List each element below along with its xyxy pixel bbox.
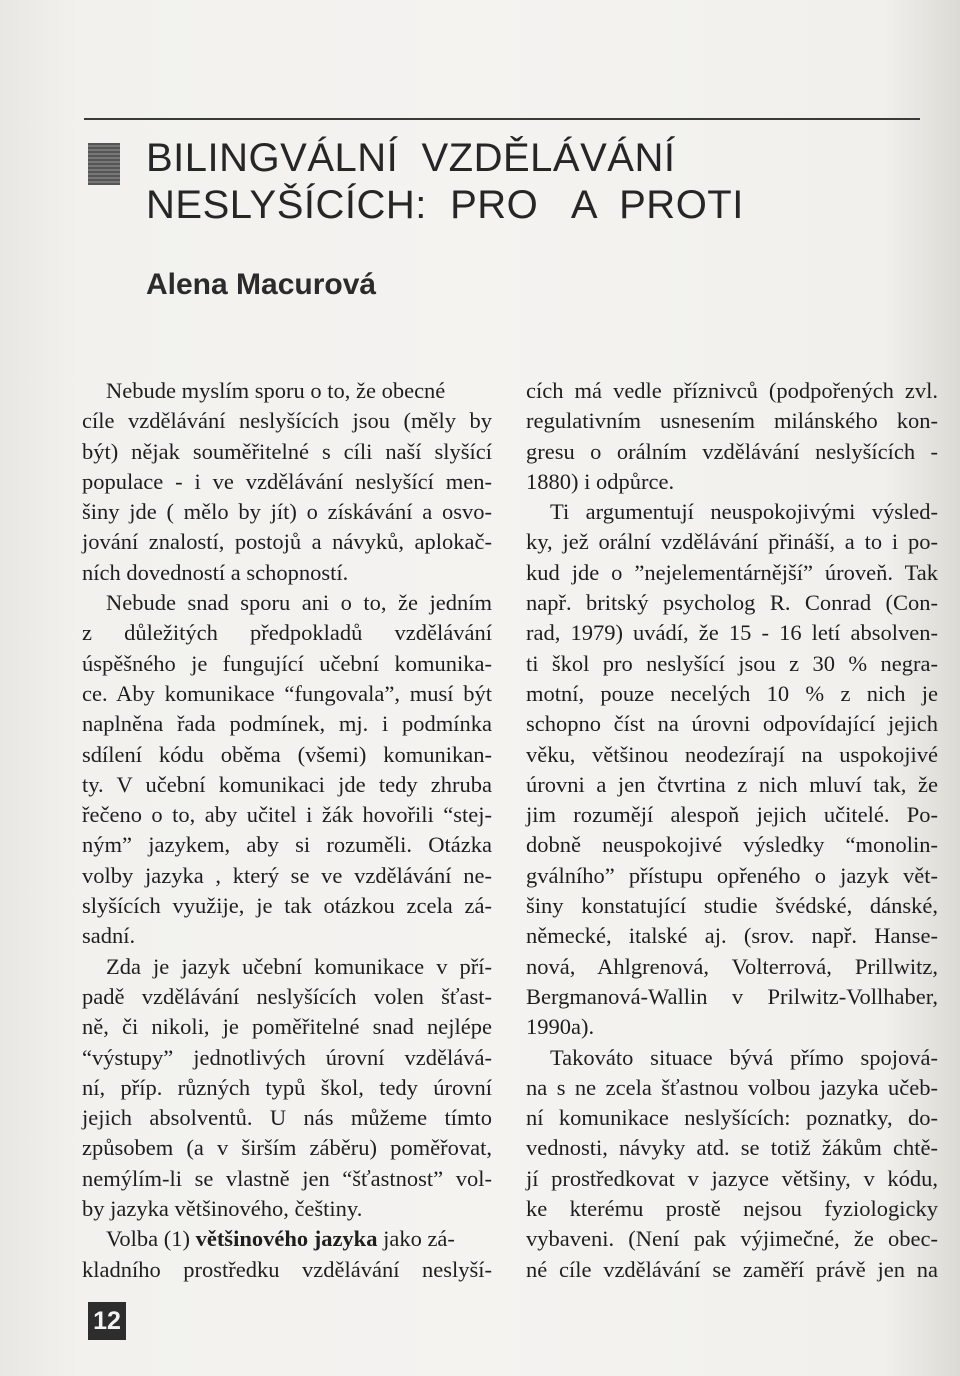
article-title [146,135,744,229]
text-line: jování znalostí, postojů a návyků, aplokač- [82,529,492,555]
title-line: BILINGVÁLNÍ VZDĚLÁVÁNÍ [146,136,676,180]
text-line: věku, většinou neodezírají na uspokojivé [526,741,938,767]
text-line: ce. Aby komunikace “fungovala”, musí být [82,680,492,706]
text-line: být) nějak souměřitelné s cíli naší slyšící [82,438,492,464]
text-line: Nebude myslím sporu o to, že obecné [106,378,446,403]
text-line: regulativním usnesením milánského kon- [526,408,938,434]
text-line: ke kterému prostě nejsou fyziologicky [526,1196,938,1222]
author-name: Alena Macurová [146,268,377,301]
text-line: 1990a). [526,1014,595,1040]
text-line: jim rozumějí alespoň jejich učitelé. Po- [526,802,938,828]
text-line: ních dovedností a schopností. [82,559,349,585]
text-line: slyšících využije, je tak otázkou zcela zá- [82,893,492,919]
text-line: vybaveni. (Není pak výjimečné, že obec- [526,1226,938,1252]
text-line: Bergmanová-Wallin v Prilwitz-Vollhaber, [526,983,938,1009]
text-line: úrovni a jen čtvrtina z nich mluví tak, že [526,771,938,797]
text-line: Takováto situace bývá přímo spojová- [550,1044,938,1070]
text-line: kladního prostředku vzdělávání neslyší- [82,1256,492,1282]
text-line-mixed [82,1224,492,1254]
text-line: volby jazyka , který se ve vzdělávání ne- [82,862,492,888]
text-line: schopno číst na úrovni odpovídající jejich [526,711,938,737]
text-line: jí prostředkovat v jazyce většiny, v kódu, [526,1165,938,1191]
text-line: šiny konstatující studie švédské, dánské, [526,893,938,919]
text-line: cíle vzdělávání neslyšících jsou (měly by [82,408,492,434]
text-line: by jazyka většinového, češtiny. [82,1196,363,1222]
text-line: na s ne zcela šťastnou volbou jazyka učeb- [526,1074,938,1100]
text-line: Ti argumentují neuspokojivými výsled- [550,499,938,525]
text-run: Volba (1) [106,1226,196,1252]
text-line: né cíle vzdělávání se zaměří právě jen na [526,1256,938,1282]
section-marker [88,143,120,185]
text-line: způsobem (a v širším záběru) poměřovat, [82,1135,492,1161]
left-column [82,376,492,1285]
text-line: sdílení kódu oběma (všemi) komunikan- [82,741,492,767]
text-line: ným” jazykem, aby si rozuměli. Otázka [82,832,492,858]
text-line: dobně neuspokojivé výsledky “monolin- [526,832,938,858]
text-line: nová, Ahlgrenová, Volterrová, Prillwitz, [526,953,938,979]
text-line: motní, pouze necelých 10 % z nich je [526,680,938,706]
bold-phrase: většinového jazyka [195,1226,378,1252]
text-line: “výstupy” jednotlivých úrovní vzdělává- [82,1044,492,1070]
text-line: řečeno o to, aby učitel i žák hovořili “stej- [82,802,492,828]
text-line: ně, či nikoli, je poměřitelné snad nejlépe [82,1014,492,1040]
text-line: nemýlím-li se vlastně jen “šťastnost” vol- [82,1165,492,1191]
text-line: šiny jde ( mělo by jít) o získávání a osvo- [82,499,492,525]
text-line: rad, 1979) uvádí, že 15 - 16 letí absolven- [526,620,938,646]
text-line: ní komunikace neslyšících: poznatky, do- [526,1105,938,1131]
text-line: ti škol pro neslyšící jsou z 30 % negra- [526,650,938,676]
text-line: Nebude snad sporu ani o to, že jedním [106,590,492,616]
text-run: jako zá- [377,1226,455,1252]
text-line: gresu o orálním vzdělávání neslyšících - [526,438,938,464]
text-line: 1880) i odpůrce. [526,468,675,494]
text-line: z důležitých předpokladů vzdělávání [82,620,492,646]
text-line: úspěšného je fungující učební komunika- [82,650,492,676]
page-number: 12 [88,1302,126,1340]
text-line: cích má vedle příznivců (podpořených zvl. [526,378,938,403]
text-line: Zda je jazyk učební komunikace v pří- [106,953,492,979]
text-line: ty. V učební komunikaci jde tedy zhruba [82,771,492,797]
text-line: vednosti, návyky atd. se totiž žákům chtě- [526,1135,938,1161]
text-line: padě vzdělávání neslyšících volen šťast- [82,983,492,1009]
text-line: ky, jež orální vzdělávání přináší, a to i po- [526,529,938,555]
right-column [526,376,938,1285]
header-rule [84,118,920,120]
text-line: sadní. [82,923,136,949]
text-line: gválního” přístupu opřeného o jazyk vět- [526,862,938,888]
text-line: jejich absolventů. U nás můžeme tímto [82,1105,492,1131]
text-line: německé, italské aj. (srov. např. Hanse- [526,923,938,949]
text-line: např. britský psycholog R. Conrad (Con- [526,590,938,616]
text-line: ní, příp. různých typů škol, tedy úrovní [82,1074,492,1100]
title-line: NESLYŠÍCÍCH: PRO A PROTI [146,183,744,227]
text-line: naplněna řada podmínek, mj. i podmínka [82,711,492,737]
text-line: kud jde o ”nejelementárnější” úroveň. Tak [526,559,938,585]
text-line: populace - i ve vzdělávání neslyšící men- [82,468,492,494]
